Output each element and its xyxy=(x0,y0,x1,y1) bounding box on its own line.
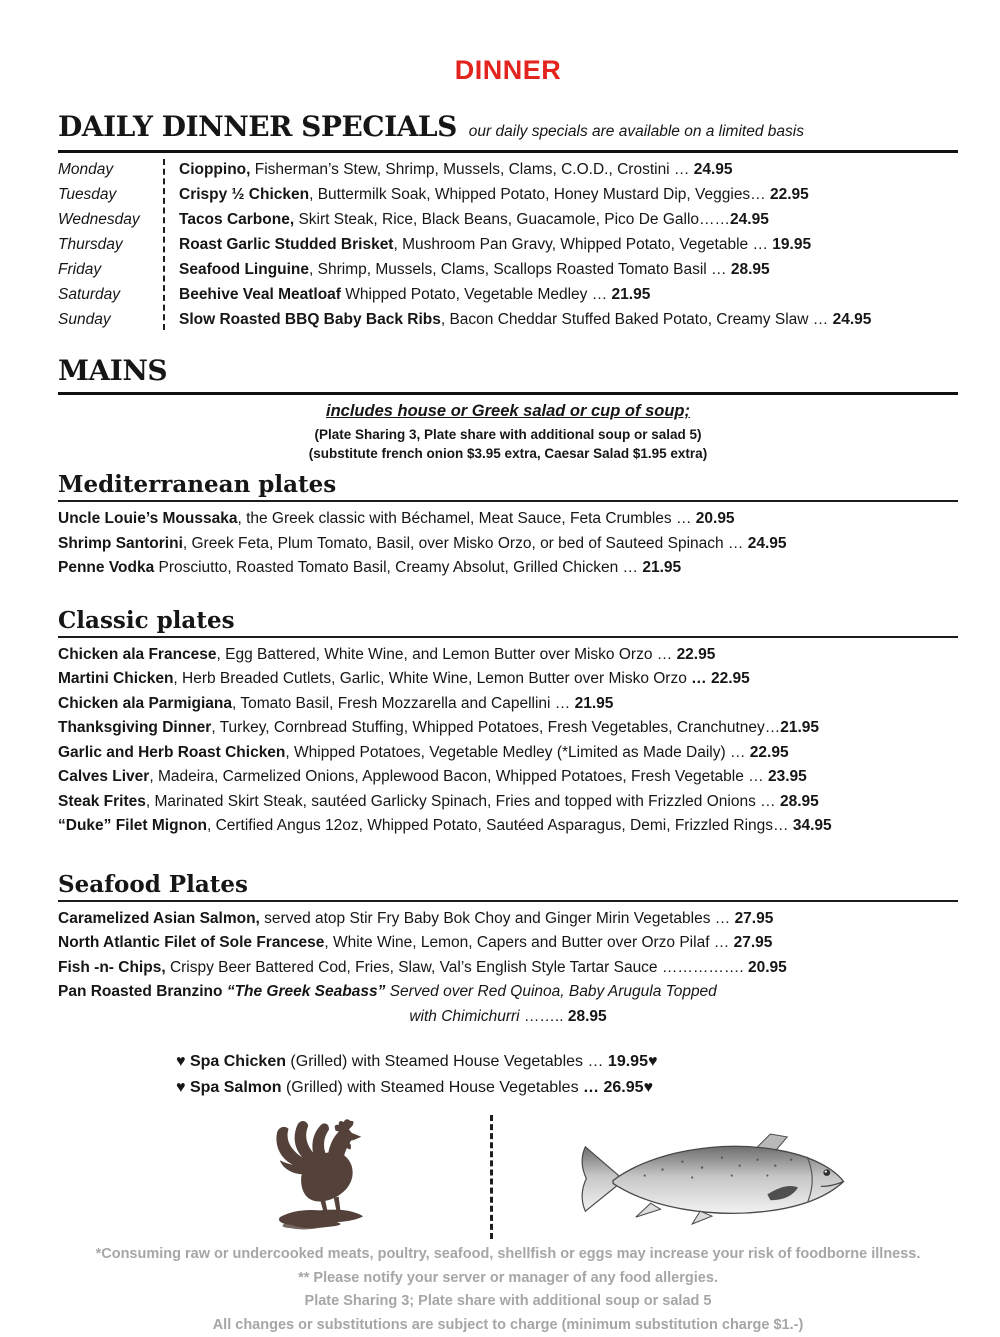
dish-price: 24.95 xyxy=(833,311,872,328)
dish-text xyxy=(163,310,871,330)
dish-name: Calves Liver xyxy=(58,768,149,785)
dish-name: Slow Roasted BBQ Baby Back Ribs xyxy=(179,311,441,328)
dish-price: 20.95 xyxy=(696,510,735,527)
dish-price: 24.95 xyxy=(730,211,769,228)
dish-desc: served atop Stir Fry Baby Bok Choy and Ginger Mirin Vegetables … xyxy=(260,910,735,927)
day-label: Tuesday xyxy=(58,185,163,205)
dish-text xyxy=(163,260,770,280)
daily-specials-section xyxy=(58,110,958,334)
dish-price: 34.95 xyxy=(793,817,832,834)
dot-leader: …….. xyxy=(524,1008,568,1025)
daily-specials-heading: DAILY DINNER SPECIALS xyxy=(58,110,457,143)
table-row xyxy=(58,160,958,180)
illustrations-row xyxy=(58,1109,958,1239)
day-label: Thursday xyxy=(58,235,163,255)
dish-price: 28.95 xyxy=(568,1008,607,1025)
footer-disclaimer xyxy=(58,1243,958,1337)
mains-notes xyxy=(58,402,958,463)
dish-name: Garlic and Herb Roast Chicken xyxy=(58,744,285,761)
menu-item xyxy=(176,1049,958,1075)
dish-price: 21.95 xyxy=(780,719,819,736)
day-label: Friday xyxy=(58,260,163,280)
seafood-plates-section xyxy=(58,871,958,1030)
dish-price: 24.95 xyxy=(694,161,733,178)
dish-name: Fish -n- Chips, xyxy=(58,959,166,976)
fish-icon xyxy=(573,1132,851,1226)
dish-name: Caramelized Asian Salmon, xyxy=(58,910,260,927)
day-label: Monday xyxy=(58,160,163,180)
dish-price: 22.95 xyxy=(677,646,716,663)
dish-price: … 26.95♥ xyxy=(583,1079,653,1096)
dish-price: 22.95 xyxy=(770,186,809,203)
classic-plates-section xyxy=(58,607,958,839)
table-row xyxy=(58,210,958,230)
dish-desc: , White Wine, Lemon, Capers and Butter over Orzo Pilaf … xyxy=(324,934,733,951)
dish-desc: , the Greek classic with Béchamel, Meat Sauce, Feta Crumbles … xyxy=(237,510,695,527)
dish-desc: Fisherman’s Stew, Shrimp, Mussels, Clams, C.O.D., Crostini … xyxy=(250,161,693,178)
dish-price: 28.95 xyxy=(731,261,770,278)
fish-illustration xyxy=(573,1132,851,1231)
table-row xyxy=(58,285,958,305)
dish-name: Spa Salmon xyxy=(190,1079,282,1096)
dish-text xyxy=(163,235,811,255)
day-label: Sunday xyxy=(58,310,163,330)
mains-note-substitute: (substitute french onion $3.95 extra, Caesar Salad $1.95 extra) xyxy=(58,444,958,463)
heart-icon: ♥ xyxy=(176,1079,190,1096)
dish-desc: , Turkey, Cornbread Stuffing, Whipped Potatoes, Fresh Vegetables, Cranchutney… xyxy=(211,719,780,736)
mediterranean-heading: Mediterranean plates xyxy=(58,471,958,502)
dish-price: 27.95 xyxy=(735,910,774,927)
dish-desc: Prosciutto, Roasted Tomato Basil, Creamy Absolut, Grilled Chicken … xyxy=(154,559,642,576)
table-row xyxy=(58,310,958,330)
dish-desc: Whipped Potato, Vegetable Medley … xyxy=(341,286,612,303)
menu-item xyxy=(58,814,958,839)
dish-desc: , Marinated Skirt Steak, sautéed Garlicky Spinach, Fries and topped with Frizzled Onions … xyxy=(146,793,780,810)
dish-desc: , Bacon Cheddar Stuffed Baked Potato, Creamy Slaw … xyxy=(441,311,833,328)
menu-item-branzino xyxy=(58,980,958,1029)
menu-item xyxy=(58,956,958,981)
dish-name: Tacos Carbone, xyxy=(179,211,294,228)
dish-price: 23.95 xyxy=(768,768,807,785)
menu-item xyxy=(58,532,958,557)
heart-icon: ♥ xyxy=(176,1053,190,1070)
dish-name: Steak Frites xyxy=(58,793,146,810)
mains-note-sharing: (Plate Sharing 3, Plate share with additional soup or salad 5) xyxy=(58,425,958,444)
dish-name: Seafood Linguine xyxy=(179,261,309,278)
dish-name: Thanksgiving Dinner xyxy=(58,719,211,736)
dish-price: 24.95 xyxy=(748,535,787,552)
dish-text xyxy=(163,185,809,205)
day-label: Wednesday xyxy=(58,210,163,230)
table-row xyxy=(58,260,958,280)
rooster-icon xyxy=(266,1116,374,1234)
dish-desc: , Buttermilk Soak, Whipped Potato, Honey Mustard Dip, Veggies… xyxy=(309,186,770,203)
dish-desc-cont: with Chimichurri xyxy=(409,1008,524,1025)
menu-item xyxy=(58,507,958,532)
menu-item xyxy=(58,556,958,581)
menu-item xyxy=(58,643,958,668)
classic-heading: Classic plates xyxy=(58,607,958,638)
dish-name: Martini Chicken xyxy=(58,670,173,687)
menu-item xyxy=(58,907,958,932)
dish-name: Crispy ½ Chicken xyxy=(179,186,309,203)
dish-price: 21.95 xyxy=(612,286,651,303)
dish-price: 22.95 xyxy=(750,744,789,761)
dish-name: Cioppino, xyxy=(179,161,250,178)
dish-price: 20.95 xyxy=(748,959,787,976)
dish-desc: , Egg Battered, White Wine, and Lemon Butter over Misko Orzo … xyxy=(217,646,677,663)
dish-desc: Skirt Steak, Rice, Black Beans, Guacamole, Pico De Gallo…… xyxy=(294,211,730,228)
dish-desc: , Certified Angus 12oz, Whipped Potato, Sautéed Asparagus, Demi, Frizzled Rings… xyxy=(207,817,793,834)
dish-desc: , Madeira, Carmelized Onions, Applewood Bacon, Whipped Potatoes, Fresh Vegetable … xyxy=(149,768,768,785)
dish-desc: (Grilled) with Steamed House Vegetables xyxy=(282,1079,583,1096)
footer-line: Plate Sharing 3; Plate share with additional soup or salad 5 xyxy=(58,1290,958,1314)
daily-specials-heading-row xyxy=(58,110,958,153)
dish-price: 19.95♥ xyxy=(608,1053,658,1070)
branzino-second-line xyxy=(58,1005,958,1030)
footer-line: *Consuming raw or undercooked meats, poultry, seafood, shellfish or eggs may increase your risk of foodborne illness. xyxy=(58,1243,958,1267)
dish-desc: , Greek Feta, Plum Tomato, Basil, over Misko Orzo, or bed of Sauteed Spinach … xyxy=(183,535,748,552)
dish-name: Shrimp Santorini xyxy=(58,535,183,552)
menu-item xyxy=(58,741,958,766)
dish-desc: Served over Red Quinoa, Baby Arugula Topped xyxy=(385,983,716,1000)
daily-specials-table xyxy=(58,153,958,334)
dish-desc: , Shrimp, Mussels, Clams, Scallops Roasted Tomato Basil … xyxy=(309,261,731,278)
dish-name: Chicken ala Francese xyxy=(58,646,217,663)
dish-price: 28.95 xyxy=(780,793,819,810)
dish-name: North Atlantic Filet of Sole Francese xyxy=(58,934,324,951)
dish-price: 19.95 xyxy=(772,236,811,253)
table-row xyxy=(58,235,958,255)
dish-price: 27.95 xyxy=(734,934,773,951)
dish-name: “Duke” Filet Mignon xyxy=(58,817,207,834)
mediterranean-plates-section xyxy=(58,471,958,581)
dish-text xyxy=(163,285,650,305)
dish-name: Roast Garlic Studded Brisket xyxy=(179,236,393,253)
dish-name: Uncle Louie’s Moussaka xyxy=(58,510,237,527)
dish-text xyxy=(163,160,733,180)
menu-item xyxy=(58,692,958,717)
footer-line: ** Please notify your server or manager of any food allergies. xyxy=(58,1267,958,1291)
menu-item xyxy=(58,667,958,692)
dish-desc: , Mushroom Pan Gravy, Whipped Potato, Vegetable … xyxy=(393,236,772,253)
dish-desc: , Herb Breaded Cutlets, Garlic, White Wine, Lemon Butter over Misko Orzo xyxy=(173,670,691,687)
dish-name: Penne Vodka xyxy=(58,559,154,576)
dish-desc: Crispy Beer Battered Cod, Fries, Slaw, Val’s English Style Tartar Sauce ……………. xyxy=(166,959,748,976)
dish-name: Spa Chicken xyxy=(190,1053,286,1070)
dashed-divider xyxy=(490,1115,493,1239)
menu-item xyxy=(58,790,958,815)
dish-price: 21.95 xyxy=(575,695,614,712)
dish-subtitle: “The Greek Seabass” xyxy=(227,983,386,1000)
menu-item xyxy=(58,716,958,741)
rooster-illustration xyxy=(266,1116,374,1239)
table-row xyxy=(58,185,958,205)
dish-desc: (Grilled) with Steamed House Vegetables … xyxy=(286,1053,608,1070)
dish-price: … 22.95 xyxy=(691,670,750,687)
mains-heading: MAINS xyxy=(58,354,958,395)
page-title: DINNER xyxy=(58,55,958,86)
dish-price: 21.95 xyxy=(642,559,681,576)
menu-item xyxy=(176,1075,958,1101)
mains-note-includes: includes house or Greek salad or cup of soup; xyxy=(58,402,958,421)
menu-item xyxy=(58,931,958,956)
dish-desc: , Tomato Basil, Fresh Mozzarella and Capellini … xyxy=(232,695,575,712)
menu-item xyxy=(58,765,958,790)
dish-name: Pan Roasted Branzino xyxy=(58,983,227,1000)
seafood-heading: Seafood Plates xyxy=(58,871,958,902)
day-label: Saturday xyxy=(58,285,163,305)
dish-text xyxy=(163,210,769,230)
daily-specials-tagline: our daily specials are available on a limited basis xyxy=(469,123,804,141)
dish-name: Beehive Veal Meatloaf xyxy=(179,286,341,303)
spa-dishes xyxy=(176,1049,958,1101)
dish-name: Chicken ala Parmigiana xyxy=(58,695,232,712)
dish-desc: , Whipped Potatoes, Vegetable Medley (*Limited as Made Daily) … xyxy=(285,744,749,761)
footer-line: All changes or substitutions are subject to charge (minimum substitution charge $1.-) xyxy=(58,1314,958,1337)
